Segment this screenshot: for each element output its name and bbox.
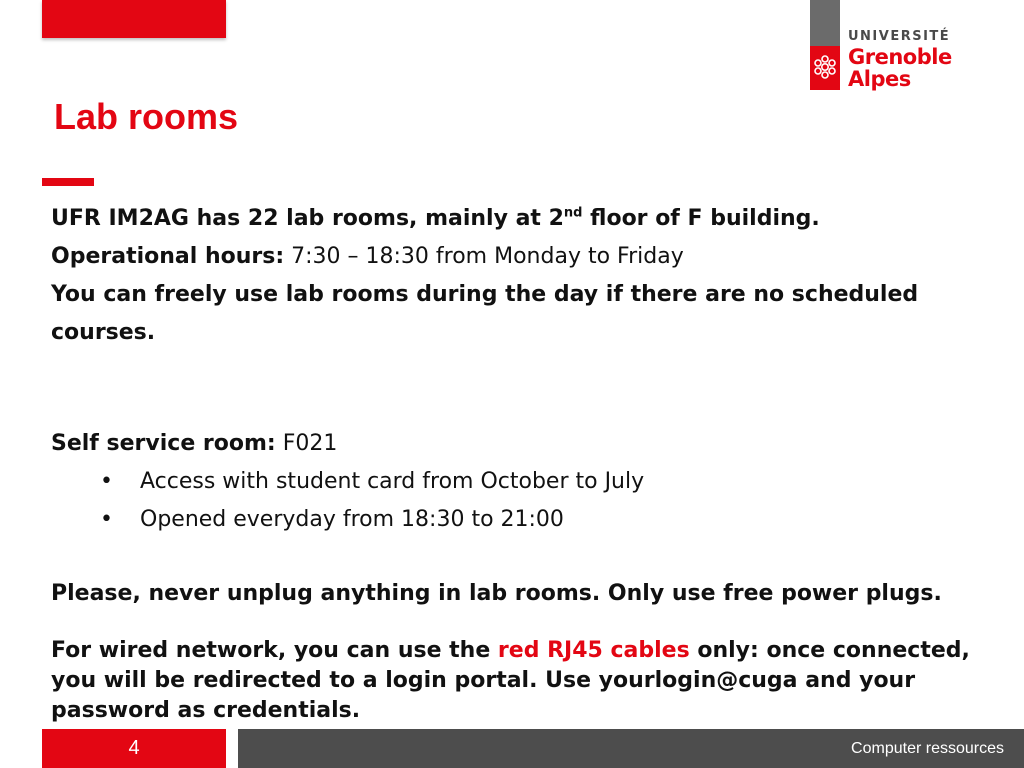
self-service-label: Self service room:	[51, 431, 276, 456]
logo-flower-icon	[812, 52, 838, 82]
wired-network-note	[51, 636, 991, 726]
lab-rooms-summary	[51, 200, 991, 238]
list-item: • Access with student card from October to July	[51, 463, 991, 501]
logo-gray-block	[810, 0, 840, 46]
slide-content	[51, 200, 991, 726]
logo-wordmark	[848, 30, 952, 90]
self-service-room	[51, 425, 991, 463]
university-logo	[810, 0, 980, 96]
footer-section-label: Computer ressources	[851, 740, 1004, 757]
ordinal-suffix: nd	[563, 205, 583, 221]
logo-text-grenoble: Grenoble	[848, 45, 952, 69]
network-text-start: For wired network, you can use the	[51, 638, 498, 663]
operational-hours-value: 7:30 – 18:30 from Monday to Friday	[284, 244, 684, 269]
footer-page-box	[42, 729, 226, 768]
free-use-note: You can freely use lab rooms during the day if there are no scheduled courses.	[51, 282, 919, 345]
footer-bar	[238, 729, 1024, 768]
summary-text-end: floor of F building.	[582, 206, 820, 231]
summary-text-start: UFR IM2AG has 22 lab rooms, mainly at 2	[51, 206, 564, 231]
logo-text-universite: UNIVERSITÉ	[848, 29, 951, 44]
network-text-end: only: once connected, you will be redirected to a login portal. Use yourlogin@cuga and your password as credentials.	[51, 638, 970, 723]
operational-hours-label: Operational hours:	[51, 244, 285, 269]
logo-text-alpes: Alpes	[848, 67, 911, 91]
logo-red-block	[810, 46, 840, 90]
title-underline	[42, 178, 94, 186]
page-title: Lab rooms	[54, 96, 239, 137]
list-item: • Opened everyday from 18:30 to 21:00	[51, 501, 991, 539]
page-number: 4	[128, 737, 140, 759]
unplug-warning: Please, never unplug anything in lab rooms. Only use free power plugs.	[51, 581, 942, 606]
self-service-room-number: F021	[275, 431, 338, 456]
header-accent-bar	[42, 0, 226, 38]
self-service-details	[51, 463, 991, 539]
operational-hours	[51, 238, 991, 276]
rj45-cables-highlight: red RJ45 cables	[497, 638, 690, 663]
